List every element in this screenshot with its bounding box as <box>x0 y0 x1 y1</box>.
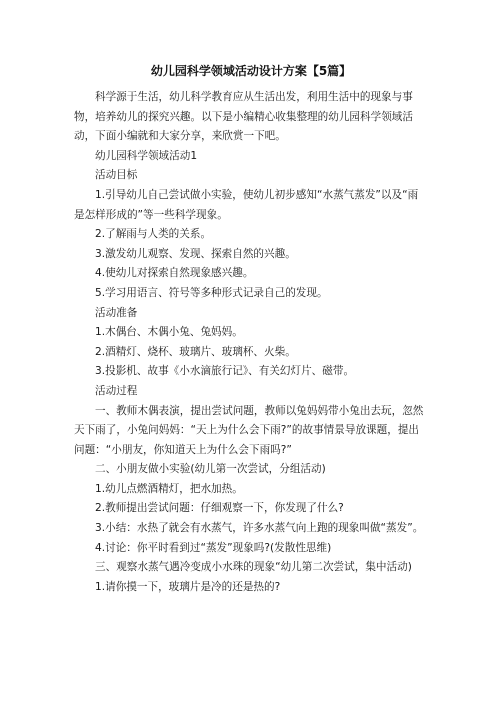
goal-item-4: 4.使幼儿对探索自然现象感兴趣。 <box>95 267 254 280</box>
process-item-3-1: 1.请你摸一下，玻璃片是冷的还是热的? <box>95 580 281 593</box>
document-title: 幼儿园科学领域活动设计方案【5篇】 <box>150 64 352 78</box>
process-step-3: 三、观察水蒸气遇冷变成小水珠的现象“幼儿第二次尝试，集中活动) <box>95 561 412 574</box>
goal-item-1: 1.引导幼儿自己尝试做小实验，使幼儿初步感知“水蒸气蒸发”以及“雨是怎样形成的”等一些科学现象。 <box>74 188 419 221</box>
subheading-goals: 活动目标 <box>95 169 138 182</box>
subheading-process: 活动过程 <box>95 384 138 397</box>
process-item-2-4: 4.讨论：你平时看到过“蒸发”现象吗?(发散性思维) <box>95 541 332 554</box>
process-item-2-1: 1.幼儿点燃酒精灯，把水加热。 <box>95 482 243 495</box>
prep-item-1: 1.木偶台、木偶小兔、兔妈妈。 <box>95 326 243 339</box>
process-step-2: 二、小朋友做小实验(幼儿第一次尝试，分组活动) <box>95 463 326 476</box>
goal-item-2: 2.了解雨与人类的关系。 <box>95 228 212 241</box>
process-item-2-2: 2.教师提出尝试问题：仔细观察一下，你发现了什么? <box>95 502 344 515</box>
prep-item-3: 3.投影机、故事《小水滴旅行记》、有关幻灯片、磁带。 <box>95 365 355 378</box>
goal-item-5: 5.学习用语言、符号等多种形式记录自己的发现。 <box>95 286 328 299</box>
subheading-preparation: 活动准备 <box>95 306 138 319</box>
prep-item-2: 2.酒精灯、烧杯、玻璃片、玻璃杯、火柴。 <box>95 345 296 358</box>
goal-item-3: 3.激发幼儿观察、发现、探索自然的兴趣。 <box>95 247 296 260</box>
process-step-1: 一、教师木偶表演，提出尝试问题，教师以兔妈妈带小兔出去玩，忽然天下雨了，小兔问妈妈：“天上为什么会下雨?”的故事情景导放课题，提出问题：“小朋友，你知道天上为什么会下雨吗?” <box>74 404 424 456</box>
intro-paragraph: 科学源于生活，幼儿科学教育应从生活出发，利用生活中的现象与事物，培养幼儿的探究兴趣。以下是小编精心收集整理的幼儿园科学领域活动，下面小编就和大家分享，来欣赏一下吧。 <box>74 91 413 143</box>
section-heading-activity-1: 幼儿园科学领域活动1 <box>95 149 198 162</box>
document-body <box>74 88 428 597</box>
process-item-2-3: 3.小结：水热了就会有水蒸气，许多水蒸气向上跑的现象叫做“蒸发”。 <box>95 522 424 535</box>
